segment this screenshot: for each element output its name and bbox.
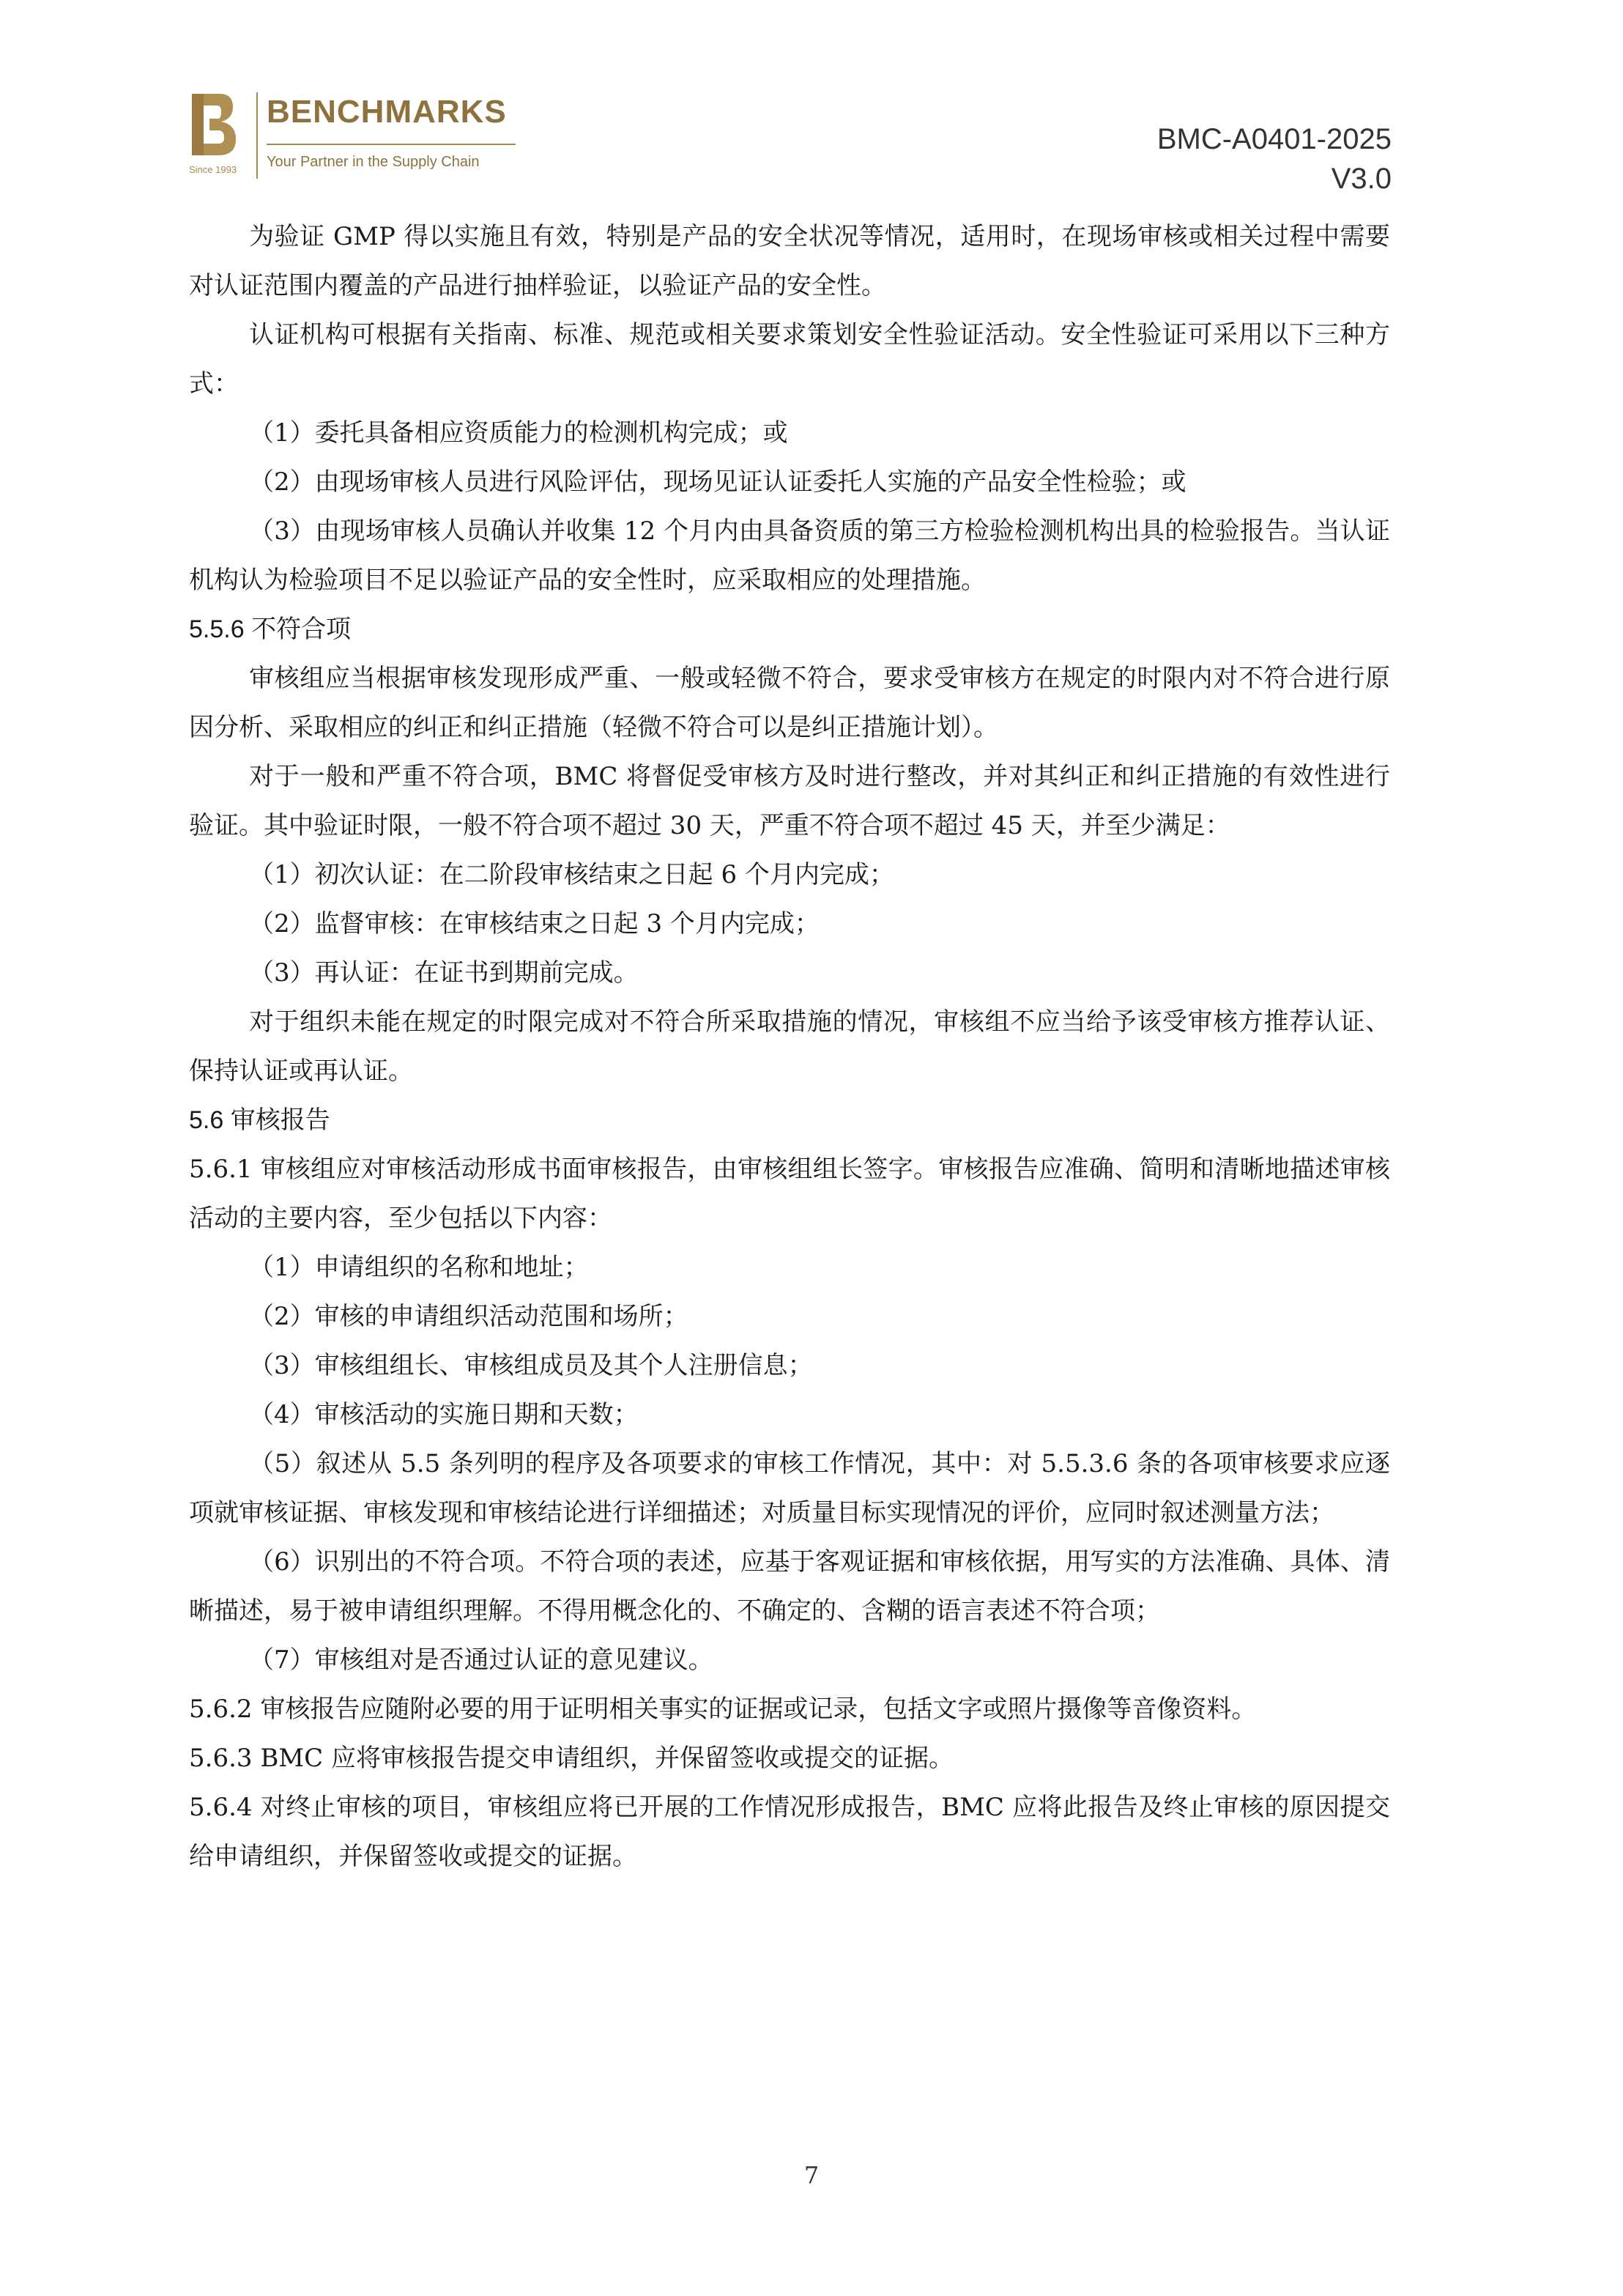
benchmarks-logo-mark-icon [189, 89, 240, 160]
paragraph: 对于一般和严重不符合项，BMC 将督促受审核方及时进行整改，并对其纠正和纠正措施的有效性进行验证。其中验证时限，一般不符合项不超过 30 天，严重不符合项不超过 45 天，并至少满足： [189, 762, 1390, 840]
paragraph: 5.6.3 BMC 应将审核报告提交申请组织，并保留签收或提交的证据。 [189, 1744, 954, 1773]
brand-rule [267, 144, 516, 145]
brand-tagline: Your Partner in the Supply Chain [267, 154, 480, 170]
list-item: （2）由现场审核人员进行风险评估，现场见证认证委托人实施的产品安全性检验；或 [249, 467, 1186, 497]
page-header [0, 0, 1623, 195]
list-item: （2）监督审核：在审核结束之日起 3 个月内完成； [249, 909, 820, 938]
section-heading-5-6: 5.6 审核报告 [189, 1106, 330, 1134]
since-year: Since 1993 [189, 164, 237, 175]
document-version: V3.0 [1331, 163, 1392, 195]
paragraph: 审核组应当根据审核发现形成严重、一般或轻微不符合，要求受审核方在规定的时限内对不符合进行原因分析、采取相应的纠正和纠正措施（轻微不符合可以是纠正措施计划）。 [189, 664, 1390, 742]
list-item: （4）审核活动的实施日期和天数； [249, 1400, 639, 1429]
brand-name: BENCHMARKS [267, 94, 507, 130]
list-item: （5）叙述从 5.5 条列明的程序及各项要求的审核工作情况，其中：对 5.5.3.6 条的各项审核要求应逐项就审核证据、审核发现和审核结论进行详细描述；对质量目标实现情况的评价，应同时叙述测量方法； [189, 1449, 1390, 1527]
paragraph: 5.6.4 对终止审核的项目，审核组应将已开展的工作情况形成报告，BMC 应将此报告及终止审核的原因提交给申请组织，并保留签收或提交的证据。 [189, 1793, 1390, 1871]
list-item: （1）委托具备相应资质能力的检测机构完成；或 [249, 418, 788, 448]
list-item: （3）再认证：在证书到期前完成。 [249, 958, 639, 988]
paragraph: 5.6.2 审核报告应随附必要的用于证明相关事实的证据或记录，包括文字或照片摄像等音像资料。 [189, 1695, 1257, 1724]
list-item: （3）由现场审核人员确认并收集 12 个月内由具备资质的第三方检验检测机构出具的检验报告。当认证机构认为检验项目不足以验证产品的安全性时，应采取相应的处理措施。 [189, 516, 1390, 595]
company-logo [189, 89, 526, 182]
list-item: （1）初次认证：在二阶段审核结束之日起 6 个月内完成； [249, 860, 894, 889]
document-body [189, 212, 1390, 1881]
list-item: （1）申请组织的名称和地址； [249, 1253, 589, 1282]
paragraph: 为验证 GMP 得以实施且有效，特别是产品的安全状况等情况，适用时，在现场审核或相关过程中需要对认证范围内覆盖的产品进行抽样验证，以验证产品的安全性。 [189, 222, 1390, 300]
page-number: 7 [803, 2161, 820, 2189]
document-code: BMC-A0401-2025 [1156, 123, 1392, 155]
section-heading-5-5-6: 5.5.6 不符合项 [189, 615, 352, 643]
list-item: （7）审核组对是否通过认证的意见建议。 [249, 1645, 713, 1675]
paragraph: 认证机构可根据有关指南、标准、规范或相关要求策划安全性验证活动。安全性验证可采用以下三种方式： [189, 320, 1390, 399]
paragraph: 对于组织未能在规定的时限完成对不符合所采取措施的情况，审核组不应当给予该受审核方推荐认证、保持认证或再认证。 [189, 1007, 1390, 1086]
list-item: （6）识别出的不符合项。不符合项的表述，应基于客观证据和审核依据，用写实的方法准确、具体、清晰描述，易于被申请组织理解。不得用概念化的、不确定的、含糊的语言表述不符合项； [189, 1547, 1390, 1626]
list-item: （2）审核的申请组织活动范围和场所； [249, 1302, 688, 1331]
list-item: （3）审核组组长、审核组成员及其个人注册信息； [249, 1351, 813, 1380]
logo-divider [256, 92, 258, 179]
paragraph: 5.6.1 审核组应对审核活动形成书面审核报告，由审核组组长签字。审核报告应准确、简明和清晰地描述审核活动的主要内容，至少包括以下内容： [189, 1155, 1390, 1233]
